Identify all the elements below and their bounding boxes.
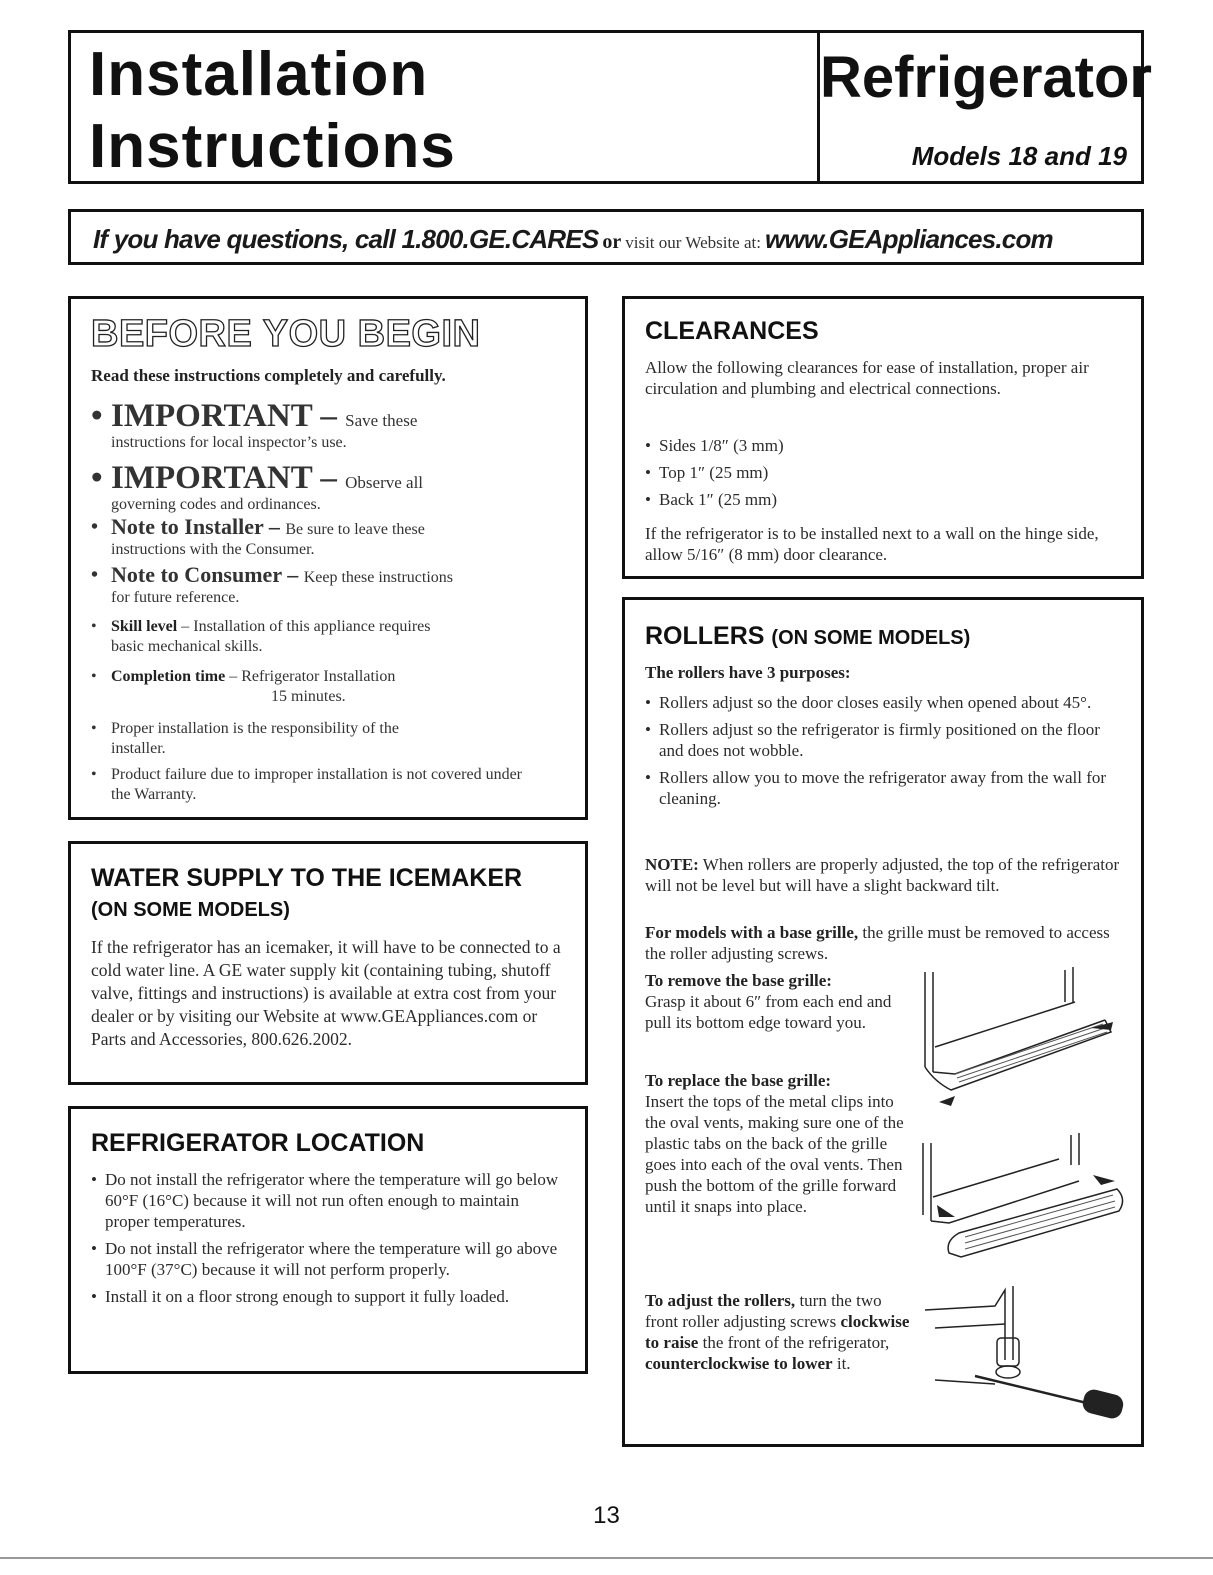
list-item: • Product failure due to improper installation is not covered under the Warranty.	[91, 766, 522, 803]
before-you-begin-section	[68, 296, 588, 820]
header-product-box	[817, 30, 1152, 184]
rollers-section	[622, 597, 1144, 1447]
list-item: • Note to Installer – Be sure to leave these instructions with the Consumer.	[91, 514, 425, 558]
location-list	[91, 1169, 567, 1313]
list-item: • Rollers allow you to move the refrigerator away from the wall for cleaning.	[645, 767, 1123, 809]
title-line-2: Instructions	[89, 112, 456, 181]
clearances-section	[622, 296, 1144, 579]
clearances-list	[645, 435, 1123, 516]
water-supply-section	[68, 841, 588, 1085]
page-number: 13	[593, 1502, 620, 1529]
clearances-footer: If the refrigerator is to be installed next to a wall on the hinge side, allow 5/16″ (8 mm) door clearance.	[645, 524, 1099, 564]
bottom-rule	[0, 1557, 1213, 1559]
list-item: • Do not install the refrigerator where the temperature will go below 60°F (16°C) because it will not run often enough to maintain proper temperatures.	[91, 1169, 567, 1232]
clearances-intro: Allow the following clearances for ease of installation, proper air circulation and plumbing and electrical connections.	[645, 358, 1089, 398]
website-link[interactable]: www.GEAppliances.com	[764, 224, 1053, 254]
header-title-box	[68, 30, 820, 184]
section-body: If the refrigerator has an icemaker, it will have to be connected to a cold water line. A GE water supply kit (containing tubing, shutoff valve, fittings and instructions) is available at extra cost from your dealer or by visiting our Website at www.GEAppliances.com or Parts and Accessories, 800.626.2002.	[91, 937, 561, 1049]
rollers-grille-note: For models with a base grille, the grille must be removed to access the roller adjusting screws.	[645, 923, 1110, 963]
list-item: • Rollers adjust so the refrigerator is firmly positioned on the floor and does not wobble.	[645, 719, 1123, 761]
section-title: BEFORE YOU BEGIN	[91, 313, 481, 355]
section-subtitle: Read these instructions completely and carefully.	[91, 366, 446, 385]
rollers-note: NOTE: When rollers are properly adjusted, the top of the refrigerator will not be level but will have a slight backward tilt.	[645, 855, 1120, 895]
list-item: • Proper installation is the responsibility of the installer.	[91, 720, 399, 757]
questions-bar	[68, 209, 1144, 265]
refrigerator-location-section	[68, 1106, 588, 1374]
list-item: • Install it on a floor strong enough to support it fully loaded.	[91, 1286, 567, 1307]
rollers-list	[645, 692, 1123, 815]
section-title: REFRIGERATOR LOCATION	[91, 1129, 425, 1157]
adjust-rollers-illustration	[915, 1280, 1129, 1428]
list-item: • Top 1″ (25 mm)	[645, 462, 1123, 483]
list-item: • Rollers adjust so the door closes easily when opened about 45°.	[645, 692, 1123, 713]
list-item: • Sides 1/8″ (3 mm)	[645, 435, 1123, 456]
rollers-purposes: The rollers have 3 purposes:	[645, 663, 851, 682]
questions-prefix: If you have questions, call 1.800.GE.CARES	[93, 224, 599, 254]
questions-or: or	[602, 231, 622, 253]
list-item: • IMPORTANT – Save these instructions for local inspector’s use.	[91, 398, 418, 451]
questions-visit: visit our Website at:	[625, 233, 761, 252]
list-item: • Do not install the refrigerator where the temperature will go above 100°F (37°C) because it will not perform properly.	[91, 1238, 567, 1280]
product-title: Refrigerator	[820, 45, 1152, 110]
models-subtitle: Models 18 and 19	[911, 141, 1127, 171]
list-item: • Note to Consumer – Keep these instructions for future reference.	[91, 562, 453, 606]
replace-grille-illustration	[909, 1125, 1131, 1265]
list-item: • Back 1″ (25 mm)	[645, 489, 1123, 510]
section-title: ROLLERS (ON SOME MODELS)	[645, 622, 971, 650]
list-item: • Completion time – Refrigerator Installation 15 minutes.	[91, 668, 396, 705]
section-subtitle: (ON SOME MODELS)	[91, 899, 290, 921]
title-line-1: Installation	[89, 40, 429, 109]
adjust-rollers-step: To adjust the rollers, turn the two front roller adjusting screws clockwise to raise the front of the refrigerator, counterclockwise to lower it.	[645, 1291, 910, 1373]
remove-grille-illustration	[915, 962, 1129, 1112]
remove-grille-step: To remove the base grille: Grasp it about 6″ from each end and pull its bottom edge toward you.	[645, 971, 892, 1032]
section-title: CLEARANCES	[645, 317, 819, 345]
section-title: WATER SUPPLY TO THE ICEMAKER	[91, 864, 523, 892]
list-item: • IMPORTANT – Observe all governing codes and ordinances.	[91, 460, 424, 513]
replace-grille-step: To replace the base grille: Insert the tops of the metal clips into the oval vents, making sure one of the plastic tabs on the back of the grille goes into each of the oval vents. Then push the bottom of the grille forward until it snaps into place.	[645, 1071, 904, 1216]
list-item: • Skill level – Installation of this appliance requires basic mechanical skills.	[91, 618, 431, 655]
